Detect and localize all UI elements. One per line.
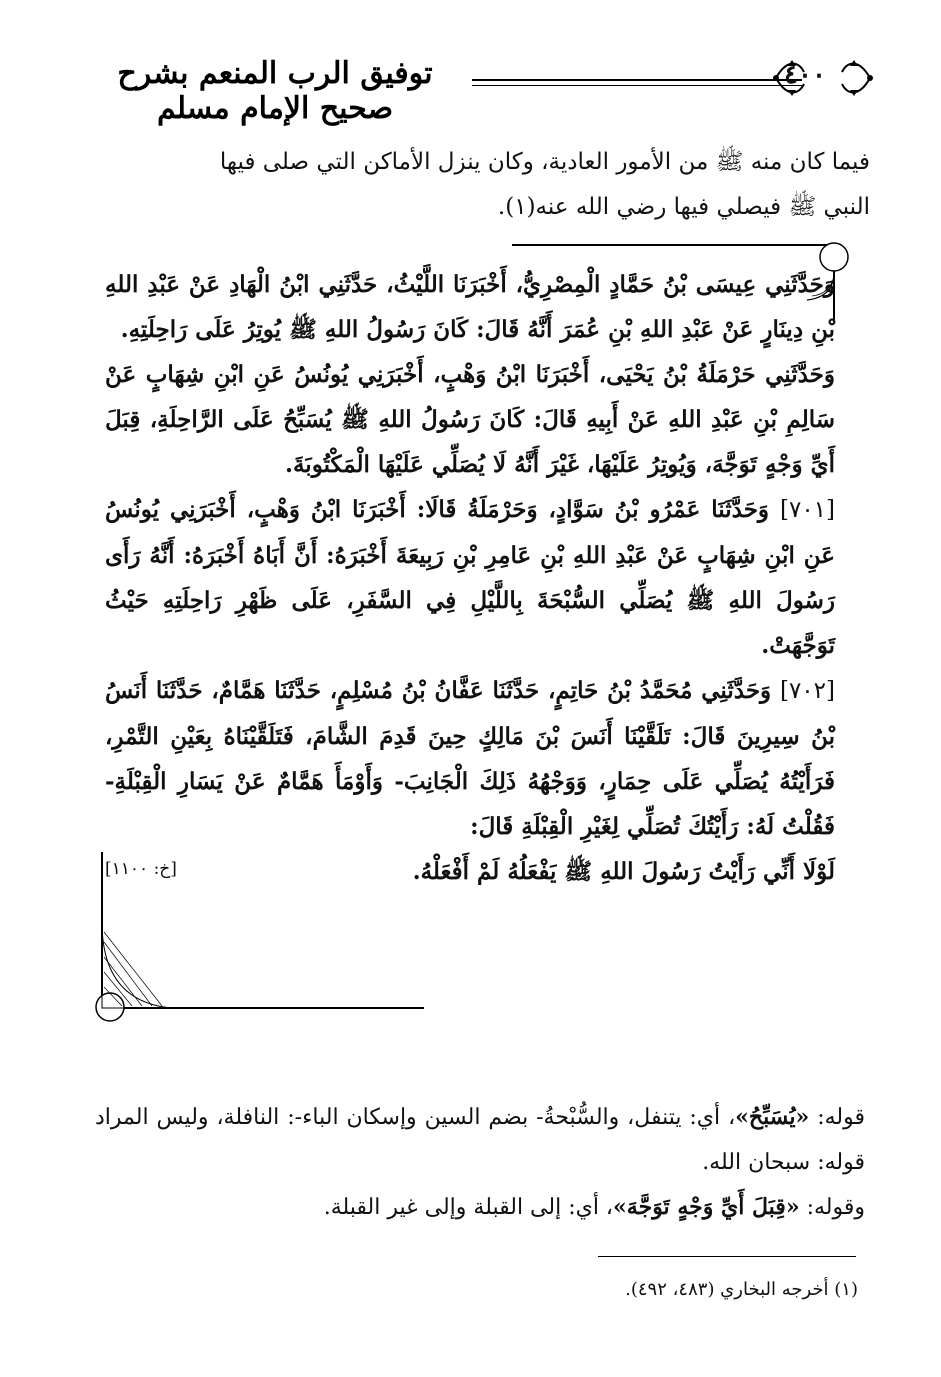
- hadith-paragraph-2: وَحَدَّثَنِي حَرْمَلَةُ بْنُ يَحْيَى، أَخْبَرَنَا ابْنُ وَهْبٍ، أَخْبَرَنِي يُونُسُ عَنِ ابْنِ شِهَابٍ عَنْ سَالِمِ بْنِ عَبْدِ اللهِ عَنْ أَبِيهِ قَالَ: كَانَ رَسُولُ اللهِ ﷺ يُسَبِّحُ عَلَى الرَّاحِلَةِ، قِبَلَ أَيِّ وَجْهٍ تَوَجَّهَ، وَيُوتِرُ عَلَيْهَا، غَيْرَ أَنَّهُ لَا يُصَلِّي عَلَيْهَا الْمَكْتُوبَةَ.: [105, 361, 835, 478]
- intro-paragraph: [70, 140, 870, 230]
- footnote-rule: [598, 1256, 856, 1257]
- commentary-2-rest: ، أي: إلى القبلة وإلى غير القبلة.: [323, 1195, 614, 1220]
- hadith-paragraph-702: [105, 668, 835, 849]
- commentary-1-prefix: قوله:: [817, 1105, 865, 1130]
- hadith-number-701: [٧٠١]: [779, 497, 836, 523]
- running-title: توفيق الرب المنعم بشرح صحيح الإمام مسلم: [117, 56, 433, 126]
- intro-line-1: فيما كان منه ﷺ من الأمور العادية، وكان ينزل الأماكن التي صلى فيها: [219, 149, 870, 175]
- commentary-2: [95, 1185, 865, 1230]
- commentary-1-rest: ، أي: يتنفل، والسُّبْحةُ- بضم السين وإسكان الباء-: النافلة، وليس المراد قوله: سبحان الله.: [95, 1105, 865, 1175]
- hadith-701-text: وَحَدَّثَنَا عَمْرُو بْنُ سَوَّادٍ، وَحَرْمَلَةُ قَالَا: أَخْبَرَنَا ابْنُ وَهْبٍ، أَخْبَرَنِي يُونُسُ عَنِ ابْنِ شِهَابٍ عَنْ عَبْدِ اللهِ بْنِ عَامِرِ بْنِ رَبِيعَةَ أَخْبَرَهُ: أَنَّ أَبَاهُ أَخْبَرَهُ: أَنَّهُ رَأَى رَسُولَ اللهِ ﷺ يُصَلِّي السُّبْحَةَ بِاللَّيْلِ فِي السَّفَرِ، عَلَى ظَهْرِ رَاحِلَتِهِ حَيْثُ تَوَجَّهَتْ.: [105, 496, 836, 659]
- commentary-1: [95, 1095, 865, 1185]
- header-rule-thin: [472, 85, 802, 86]
- hadith-paragraph-701: [105, 487, 835, 668]
- hadith-paragraph-1: وَحَدَّثَنِي عِيسَى بْنُ حَمَّادٍ الْمِصْرِيُّ، أَخْبَرَنَا اللَّيْثُ، حَدَّثَنِي ابْنُ الْهَادِ عَنْ عَبْدِ اللهِ بْنِ دِينَارٍ عَنْ عَبْدِ اللهِ بْنِ عُمَرَ أَنَّهُ قَالَ: كَانَ رَسُولُ اللهِ ﷺ يُوتِرُ عَلَى رَاحِلَتِهِ.: [105, 271, 835, 343]
- hadith-last-line: [105, 849, 835, 894]
- page-number: ٤٠٠: [784, 60, 826, 90]
- hadith-702-last: لَوْلَا أَنِّي رَأَيْتُ رَسُولَ اللهِ ﷺ يَفْعَلُهُ لَمْ أَفْعَلْهُ.: [412, 858, 835, 885]
- commentary-2-quote: «قِبَلَ أَيِّ وَجْهٍ تَوَجَّهَ»: [613, 1194, 800, 1220]
- hadith-text: [105, 262, 835, 894]
- bukhari-reference: [خ: ١١٠٠]: [105, 859, 177, 879]
- commentary-1-quote: «يُسَبِّحُ»: [735, 1104, 810, 1130]
- commentary-2-prefix: وقوله:: [806, 1195, 865, 1220]
- commentary: [95, 1095, 865, 1230]
- hadith-702-text: وَحَدَّثَنِي مُحَمَّدُ بْنُ حَاتِمٍ، حَدَّثَنَا عَفَّانُ بْنُ مُسْلِمٍ، حَدَّثَنَا هَمَّامٌ، حَدَّثَنَا أَنَسُ بْنُ سِيرِينَ قَالَ: تَلَقَّيْنَا أَنَسَ بْنَ مَالِكٍ حِينَ قَدِمَ الشَّامَ، فَتَلَقَّيْنَاهُ بِعَيْنِ التَّمْرِ، فَرَأَيْتُهُ يُصَلِّي عَلَى حِمَارٍ، وَوَجْهُهُ ذَلِكَ الْجَانِبَ- وَأَوْمَأَ هَمَّامٌ عَنْ يَسَارِ الْقِبْلَةِ- فَقُلْتُ لَهُ: رَأَيْتُكَ تُصَلِّي لِغَيْرِ الْقِبْلَةِ قَالَ:: [105, 677, 835, 840]
- footnote: (١) أخرجه البخاري (٤٨٣، ٤٩٢).: [625, 1279, 858, 1300]
- page-header: [60, 52, 860, 126]
- intro-line-2: النبي ﷺ فيصلي فيها رضي الله عنه(١).: [497, 194, 870, 220]
- hadith-number-702: [٧٠٢]: [779, 678, 835, 704]
- header-rule: [472, 79, 802, 81]
